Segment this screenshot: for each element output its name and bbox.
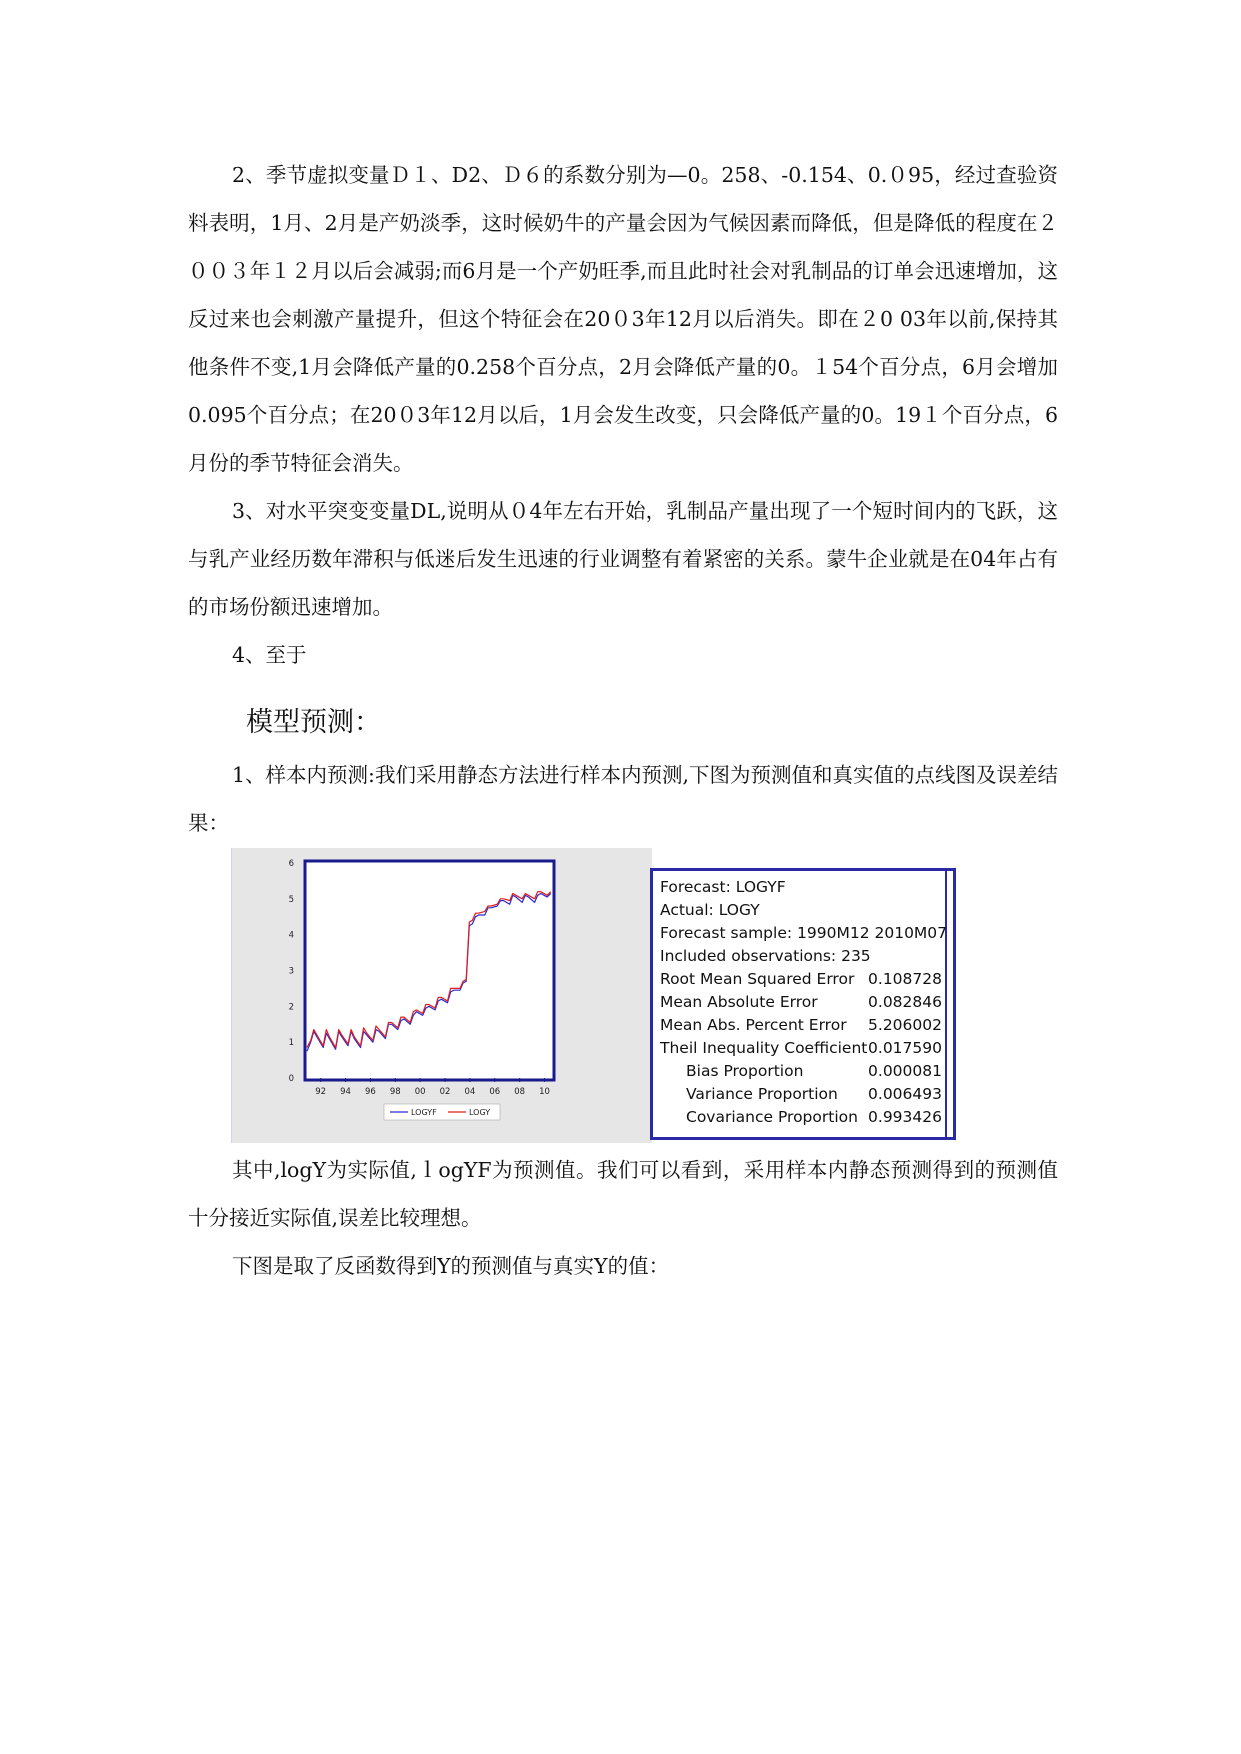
stat-label: Mean Absolute Error: [660, 993, 818, 1011]
legend-label: LOGY: [469, 1108, 491, 1117]
stat-row-mae: [660, 991, 942, 1014]
plot-area: [305, 861, 554, 1080]
y-tick-label: 0: [288, 1074, 294, 1084]
stat-row-variance: [660, 1083, 942, 1106]
x-tick-label: 06: [489, 1087, 501, 1097]
paragraph-in-sample-forecast: 1、样本内预测:我们采用静态方法进行样本内预测,下图为预测值和真实值的点线图及误差结果：: [188, 763, 1058, 835]
stat-label: Mean Abs. Percent Error: [660, 1016, 847, 1034]
stat-label: Bias Proportion: [686, 1062, 804, 1080]
y-tick-label: 6: [288, 859, 294, 869]
stat-row-rmse: [660, 968, 942, 991]
x-tick-label: 92: [315, 1087, 327, 1097]
x-tick-label: 04: [464, 1087, 476, 1097]
x-tick-label: 98: [389, 1087, 401, 1097]
stat-sample: Forecast sample: 1990M12 2010M07: [660, 924, 948, 942]
stat-value: 5.206002: [868, 1016, 942, 1034]
stat-label: Covariance Proportion: [686, 1108, 858, 1126]
stat-value: 0.082846: [868, 993, 942, 1011]
stat-forecast: Forecast: LOGYF: [660, 878, 786, 896]
forecast-chart-svg: [232, 848, 652, 1143]
y-tick-label: 4: [288, 930, 294, 941]
stat-value: 0.000081: [868, 1062, 942, 1080]
x-tick-label: 00: [414, 1087, 426, 1097]
forecast-chart: [231, 848, 652, 1143]
x-tick-label: 08: [514, 1087, 526, 1097]
stat-actual: Actual: LOGY: [660, 901, 760, 919]
y-tick-label: 2: [288, 1002, 294, 1013]
x-tick-label: 94: [340, 1087, 351, 1097]
stat-label: Root Mean Squared Error: [660, 970, 855, 988]
paragraph-item-4: 4、至于: [232, 643, 307, 667]
paragraph-inverse-function: 下图是取了反函数得到Y的预测值与真实Y的值：: [232, 1254, 670, 1278]
paragraph-level-shift: 3、对水平突变变量DL,说明从０4年左右开始，乳制品产量出现了一个短时间内的飞跃，这与乳产业经历数年滞积与低迷后发生迅速的行业调整有着紧密的关系。蒙牛企业就是在04年占有的市场份额迅速增加。: [188, 499, 1058, 619]
stat-row-covariance: [660, 1106, 942, 1129]
stat-row-theil: [660, 1037, 942, 1060]
forecast-statistics-panel: [650, 868, 956, 1140]
stat-value: 0.006493: [868, 1085, 942, 1103]
stat-label: Theil Inequality Coefficient: [660, 1039, 868, 1057]
paragraph-seasonal-dummies: 2、季节虚拟变量Ｄ１、D2、Ｄ６的系数分别为—0。258、-0.154、0.０95，经过查验资料表明，1月、2月是产奶淡季，这时候奶牛的产量会因为气候因素而降低，但是降低的程度在２００３年１２月以后会减弱;而6月是一个产奶旺季,而且此时社会对乳制品的订单会迅速增加，这反过来也会刺激产量提升，但这个特征会在20０3年12月以后消失。即在２0 03年以前,保持其他条件不变,1月会降低产量的0.258个百分点，2月会降低产量的0。１54个百分点，6月会增加0.095个百分点；在20０3年12月以后，1月会发生改变，只会降低产量的0。19１个百分点，6月份的季节特征会消失。: [188, 163, 1058, 475]
legend-label: LOGYF: [411, 1108, 437, 1117]
stat-value: 0.108728: [868, 970, 942, 988]
paragraph-interpretation: 其中,logY为实际值,ｌogYF为预测值。我们可以看到，采用样本内静态预测得到的预测值十分接近实际值,误差比较理想。: [188, 1158, 1058, 1230]
stat-value: 0.017590: [868, 1039, 942, 1057]
x-tick-label: 10: [539, 1087, 550, 1097]
panel-divider: [945, 871, 947, 1137]
stat-value: 0.993426: [868, 1108, 942, 1126]
stat-row-bias: [660, 1060, 942, 1083]
y-tick-label: 3: [288, 966, 294, 977]
stat-label: Variance Proportion: [686, 1085, 838, 1103]
stat-row-mape: [660, 1014, 942, 1037]
x-tick-label: 96: [365, 1087, 376, 1097]
section-heading-model-forecast: 模型预测：: [246, 707, 381, 738]
y-tick-label: 5: [288, 894, 294, 905]
x-tick-label: 02: [439, 1087, 451, 1097]
stat-included-observations: Included observations: 235: [660, 947, 871, 965]
y-tick-label: 1: [288, 1038, 294, 1049]
